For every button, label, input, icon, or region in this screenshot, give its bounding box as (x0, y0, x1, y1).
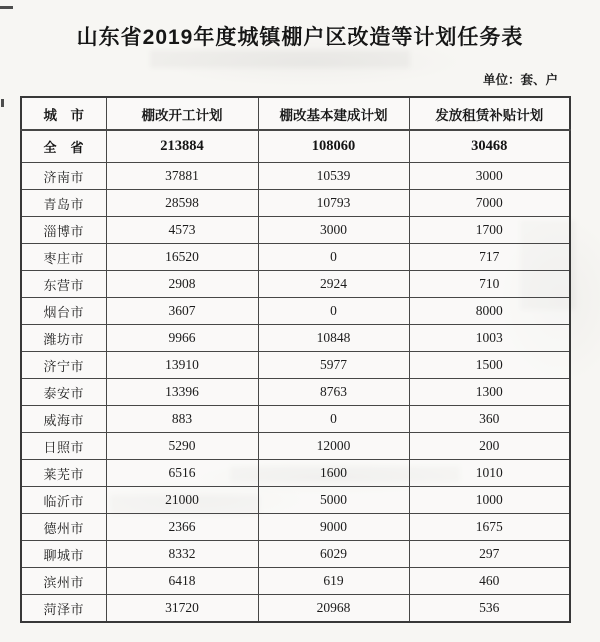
table-row (21, 190, 570, 217)
header-row (21, 97, 570, 130)
unit-label: 单位：套、户 (482, 73, 558, 87)
city-cell: 济南市 (21, 163, 106, 190)
city-cell: 聊城市 (21, 541, 106, 568)
value-cell: 297 (409, 541, 570, 568)
city-cell: 枣庄市 (21, 244, 106, 271)
table-row (21, 325, 570, 352)
value-cell: 9000 (258, 514, 409, 541)
value-cell: 28598 (106, 190, 258, 217)
value-cell: 1003 (409, 325, 570, 352)
value-cell: 710 (409, 271, 570, 298)
value-cell: 6516 (106, 460, 258, 487)
table-row (21, 298, 570, 325)
plan-table (20, 96, 571, 623)
value-cell: 7000 (409, 190, 570, 217)
value-cell: 3000 (258, 217, 409, 244)
scan-artifact (150, 50, 410, 68)
value-cell: 360 (409, 406, 570, 433)
value-cell: 883 (106, 406, 258, 433)
value-cell: 6029 (258, 541, 409, 568)
table-row (21, 487, 570, 514)
value-cell: 6418 (106, 568, 258, 595)
value-cell: 13910 (106, 352, 258, 379)
value-cell: 8332 (106, 541, 258, 568)
scan-speck (0, 6, 13, 9)
value-cell: 213884 (106, 130, 258, 163)
table-row (21, 379, 570, 406)
value-cell: 200 (409, 433, 570, 460)
city-cell: 济宁市 (21, 352, 106, 379)
city-cell: 泰安市 (21, 379, 106, 406)
value-cell: 2366 (106, 514, 258, 541)
value-cell: 460 (409, 568, 570, 595)
city-cell: 威海市 (21, 406, 106, 433)
value-cell: 30468 (409, 130, 570, 163)
value-cell: 1010 (409, 460, 570, 487)
value-cell: 8000 (409, 298, 570, 325)
value-cell: 10848 (258, 325, 409, 352)
city-cell: 德州市 (21, 514, 106, 541)
value-cell: 717 (409, 244, 570, 271)
header-subsidy-plan: 发放租赁补贴计划 (409, 97, 570, 130)
value-cell: 20968 (258, 595, 409, 623)
table-row (21, 568, 570, 595)
city-cell: 烟台市 (21, 298, 106, 325)
value-cell: 1700 (409, 217, 570, 244)
table-row (21, 433, 570, 460)
table-row (21, 271, 570, 298)
value-cell: 16520 (106, 244, 258, 271)
value-cell: 2908 (106, 271, 258, 298)
value-cell: 5000 (258, 487, 409, 514)
table-row (21, 352, 570, 379)
table-row (21, 406, 570, 433)
value-cell: 1600 (258, 460, 409, 487)
table-row (21, 460, 570, 487)
value-cell: 9966 (106, 325, 258, 352)
value-cell: 21000 (106, 487, 258, 514)
value-cell: 4573 (106, 217, 258, 244)
value-cell: 3000 (409, 163, 570, 190)
header-city: 城 市 (21, 97, 106, 130)
value-cell: 8763 (258, 379, 409, 406)
city-cell: 全 省 (21, 130, 106, 163)
city-cell: 潍坊市 (21, 325, 106, 352)
value-cell: 1500 (409, 352, 570, 379)
header-completion-plan: 棚改基本建成计划 (258, 97, 409, 130)
value-cell: 1000 (409, 487, 570, 514)
value-cell: 1300 (409, 379, 570, 406)
scan-speck (1, 99, 4, 107)
value-cell: 0 (258, 406, 409, 433)
table-row (21, 514, 570, 541)
city-cell: 东营市 (21, 271, 106, 298)
city-cell: 滨州市 (21, 568, 106, 595)
value-cell: 12000 (258, 433, 409, 460)
city-cell: 淄博市 (21, 217, 106, 244)
value-cell: 31720 (106, 595, 258, 623)
city-cell: 日照市 (21, 433, 106, 460)
value-cell: 0 (258, 298, 409, 325)
value-cell: 0 (258, 244, 409, 271)
city-cell: 青岛市 (21, 190, 106, 217)
value-cell: 2924 (258, 271, 409, 298)
table-row (21, 595, 570, 623)
value-cell: 3607 (106, 298, 258, 325)
value-cell: 10539 (258, 163, 409, 190)
value-cell: 10793 (258, 190, 409, 217)
city-cell: 菏泽市 (21, 595, 106, 623)
value-cell: 619 (258, 568, 409, 595)
city-cell: 临沂市 (21, 487, 106, 514)
header-start-plan: 棚改开工计划 (106, 97, 258, 130)
value-cell: 5290 (106, 433, 258, 460)
value-cell: 1675 (409, 514, 570, 541)
table-row (21, 541, 570, 568)
value-cell: 536 (409, 595, 570, 623)
table-row (21, 163, 570, 190)
value-cell: 5977 (258, 352, 409, 379)
province-total-row (21, 130, 570, 163)
city-cell: 莱芜市 (21, 460, 106, 487)
value-cell: 37881 (106, 163, 258, 190)
value-cell: 13396 (106, 379, 258, 406)
value-cell: 108060 (258, 130, 409, 163)
table-row (21, 244, 570, 271)
page-title: 山东省2019年度城镇棚户区改造等计划任务表 (76, 26, 524, 49)
table-row (21, 217, 570, 244)
